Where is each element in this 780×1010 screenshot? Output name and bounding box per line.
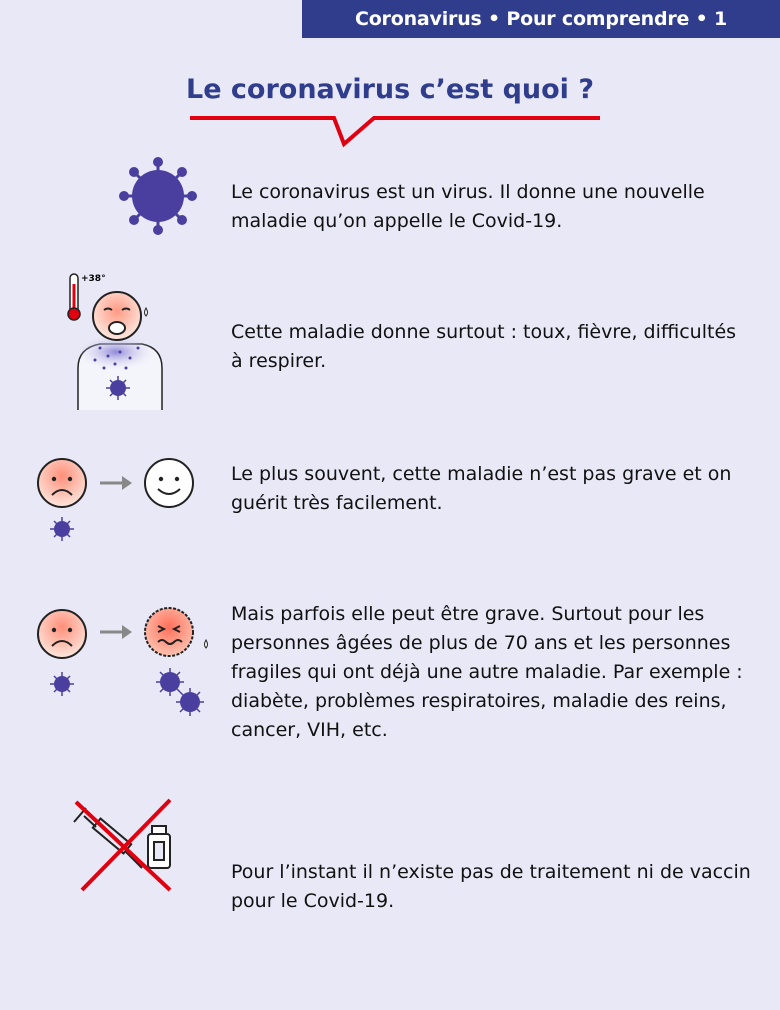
header-banner: Coronavirus • Pour comprendre • 1 xyxy=(302,0,780,38)
sad-to-happy-icon xyxy=(34,455,204,547)
item-text-3: Le plus souvent, cette maladie n’est pas grave et on guérit très facilement. xyxy=(231,463,732,514)
virus-icon xyxy=(118,156,198,236)
item-text-1: Le coronavirus est un virus. Il donne une nouvelle maladie qu’on appelle le Covid-19. xyxy=(231,181,705,232)
item-text-5: Pour l’instant il n’existe pas de traitement ni de vaccin pour le Covid-19. xyxy=(231,861,751,912)
sick-person-icon xyxy=(60,268,178,410)
sad-to-very-sick-icon xyxy=(34,602,220,720)
no-treatment-icon xyxy=(66,794,186,894)
item-text-4: Mais parfois elle peut être grave. Surtout pour les personnes âgées de plus de 70 ans et les personnes fragiles qui ont déjà une autre maladie. Par exemple : diabète, problèmes respiratoires, maladie des reins, cancer, VIH, etc. xyxy=(231,603,743,741)
page-title: Le coronavirus c’est quoi ? xyxy=(185,74,594,105)
item-text-2: Cette maladie donne surtout : toux, fièvre, difficultés à respirer. xyxy=(231,321,737,372)
thermometer-label: +38° xyxy=(81,274,106,284)
speech-bubble-underline-icon xyxy=(186,108,606,150)
